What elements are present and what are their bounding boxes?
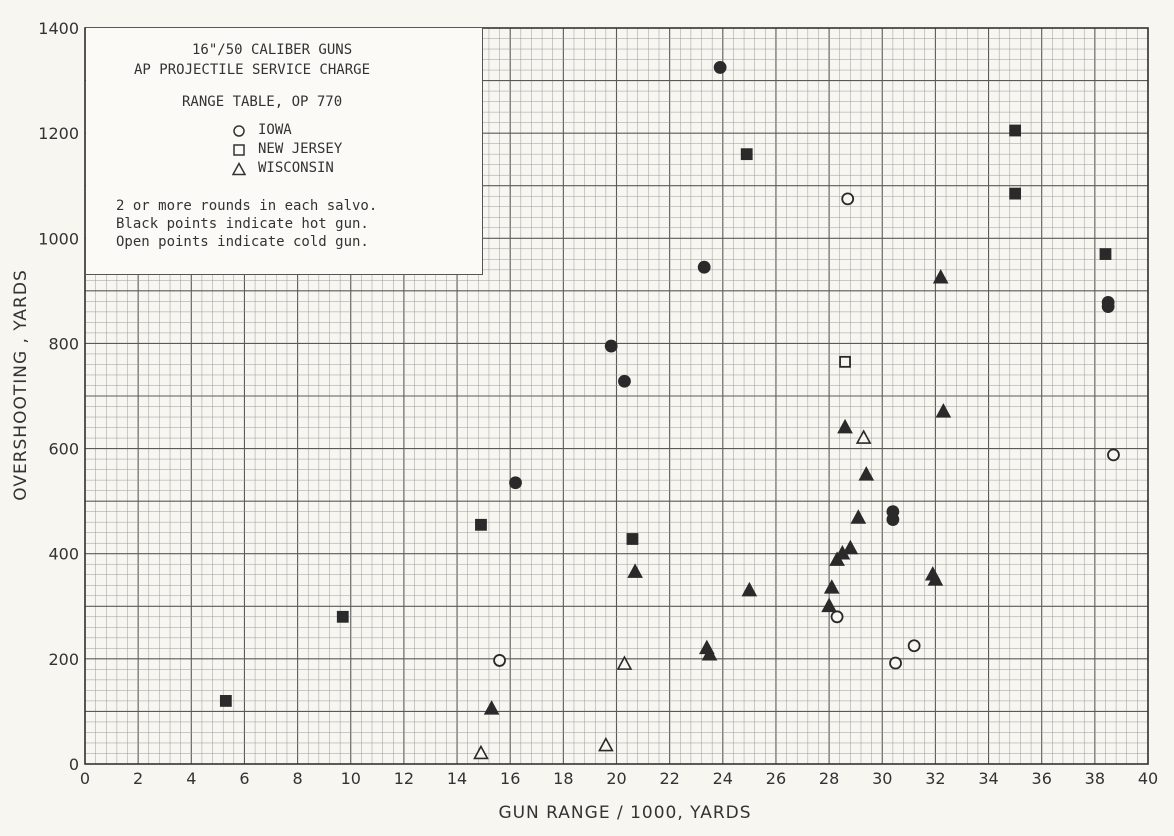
y-tick-label: 400: [48, 544, 79, 564]
data-point-new-jersey: [338, 612, 348, 622]
data-point-new-jersey: [1100, 249, 1110, 259]
x-tick-label: 32: [925, 769, 946, 788]
x-tick-label: 6: [239, 769, 250, 788]
triangle-marker-icon: [232, 162, 246, 176]
data-point-wisconsin: [629, 565, 642, 577]
data-point-wisconsin: [934, 271, 947, 283]
data-point-new-jersey: [742, 149, 752, 159]
data-point-new-jersey: [1010, 126, 1020, 136]
data-point-iowa: [494, 655, 505, 666]
x-tick-label: 20: [606, 769, 627, 788]
legend-label-iowa: IOWA: [258, 122, 292, 138]
chart-subtitle: RANGE TABLE, OP 770: [182, 94, 343, 110]
data-point-wisconsin: [825, 581, 838, 593]
data-point-wisconsin: [839, 421, 852, 433]
y-tick-label: 800: [48, 334, 79, 354]
data-point-new-jersey: [840, 357, 850, 367]
chart-title-line-2: AP PROJECTILE SERVICE CHARGE: [134, 62, 371, 78]
x-tick-label: 26: [765, 769, 787, 788]
data-point-wisconsin: [823, 599, 836, 611]
x-tick-label: 40: [1137, 769, 1159, 788]
x-axis-title: GUN RANGE / 1000, YARDS: [498, 803, 752, 823]
x-tick-label: 36: [1031, 769, 1052, 788]
data-point-iowa: [832, 611, 843, 622]
x-tick-label: 4: [186, 769, 197, 788]
data-point-iowa: [909, 640, 920, 651]
data-point-wisconsin: [857, 431, 870, 443]
y-tick-label: 0: [68, 755, 79, 774]
x-tick-label: 22: [659, 769, 680, 788]
chart-title-line-1: 16"/50 CALIBER GUNS: [192, 42, 353, 58]
data-point-new-jersey: [627, 534, 637, 544]
x-tick-label: 14: [446, 769, 468, 788]
square-marker-icon: [232, 143, 246, 157]
x-tick-label: 10: [340, 769, 361, 788]
x-tick-label: 18: [553, 769, 574, 788]
note-line-2: Black points indicate hot gun.: [116, 216, 369, 232]
data-point-iowa: [699, 262, 710, 273]
data-point-iowa: [715, 62, 726, 73]
note-line-1: 2 or more rounds in each salvo.: [116, 198, 378, 214]
data-point-iowa: [510, 477, 521, 488]
data-point-wisconsin: [474, 746, 487, 758]
y-tick-label: 1000: [38, 229, 79, 249]
x-tick-label: 34: [978, 769, 999, 788]
x-tick-label: 2: [133, 769, 144, 788]
legend: [86, 28, 483, 275]
data-point-iowa: [619, 376, 630, 387]
y-axis-title: OVERSHOOTING , YARDS: [11, 269, 31, 501]
data-point-iowa: [606, 341, 617, 352]
data-point-iowa: [890, 658, 901, 669]
legend-label-wisconsin: WISCONSIN: [258, 160, 334, 176]
y-tick-label: 200: [48, 649, 79, 669]
data-point-wisconsin: [485, 702, 498, 714]
data-point-iowa: [887, 514, 898, 525]
y-tick-label: 600: [48, 439, 79, 459]
x-tick-label: 28: [818, 769, 840, 788]
y-tick-label: 1200: [38, 124, 79, 144]
x-tick-label: 12: [393, 769, 415, 788]
data-point-iowa: [1103, 301, 1114, 312]
x-tick-label: 24: [712, 769, 733, 788]
data-point-new-jersey: [1010, 189, 1020, 199]
circle-marker-icon: [232, 124, 246, 138]
x-tick-label: 30: [872, 769, 893, 788]
data-point-iowa: [1108, 449, 1119, 460]
x-tick-label: 8: [292, 769, 303, 788]
note-line-3: Open points indicate cold gun.: [116, 234, 369, 250]
y-tick-label: 1400: [38, 19, 79, 38]
x-tick-label: 0: [79, 769, 91, 788]
x-tick-label: 38: [1084, 769, 1106, 788]
x-tick-label: 16: [500, 769, 521, 788]
data-point-new-jersey: [221, 696, 231, 706]
data-point-iowa: [842, 193, 853, 204]
data-point-wisconsin: [599, 739, 612, 751]
legend-label-new-jersey: NEW JERSEY: [258, 141, 343, 157]
data-point-new-jersey: [476, 520, 486, 530]
data-point-wisconsin: [852, 511, 865, 523]
